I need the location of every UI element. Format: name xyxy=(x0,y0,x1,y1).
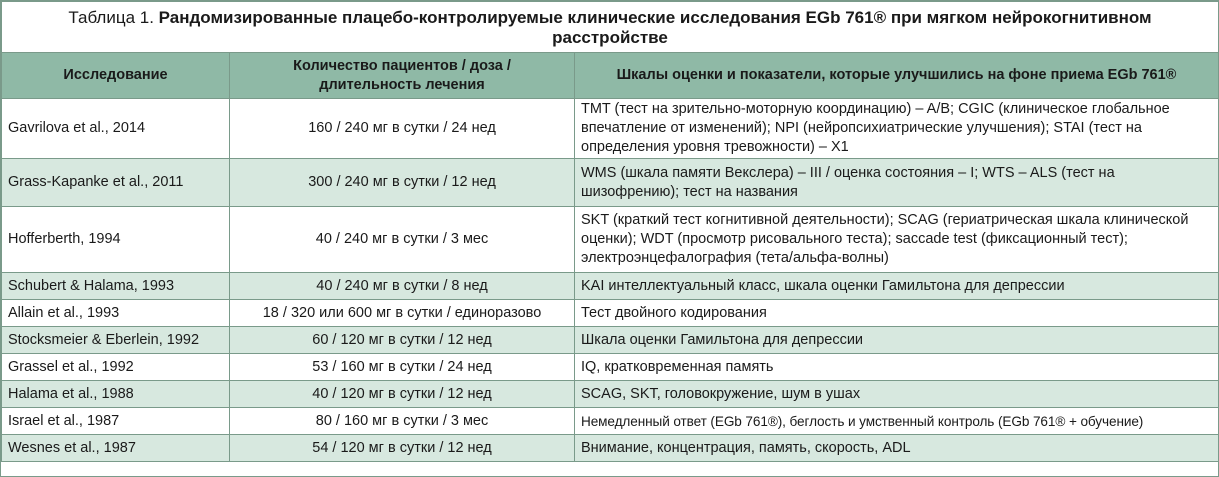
study-cell: Allain et al., 1993 xyxy=(2,300,230,327)
dose-cell: 54 / 120 мг в сутки / 12 нед xyxy=(230,435,575,462)
study-cell: Israel et al., 1987 xyxy=(2,408,230,435)
study-cell: Schubert & Halama, 1993 xyxy=(2,273,230,300)
dose-cell: 53 / 160 мг в сутки / 24 нед xyxy=(230,354,575,381)
scales-cell: KAI интеллектуальный класс, шкала оценки Гамильтона для депрессии xyxy=(575,273,1219,300)
study-cell: Hofferberth, 1994 xyxy=(2,207,230,273)
header-row xyxy=(2,53,1219,99)
scales-cell: SKT (краткий тест когнитивной деятельности); SCAG (гериатрическая шкала клинической оценки); WDT (просмотр рисовального теста); saccade test (фиксационный тест); электроэнцефалография (тета/альфа-волны) xyxy=(575,207,1219,273)
dose-cell: 160 / 240 мг в сутки / 24 нед xyxy=(230,99,575,159)
column-header-scales: Шкалы оценки и показатели, которые улучшились на фоне приема EGb 761® xyxy=(575,53,1219,99)
scales-cell: SCAG, SKT, головокружение, шум в ушах xyxy=(575,381,1219,408)
scales-cell: TMT (тест на зрительно-моторную координацию) – A/B; CGIC (клиническое глобальное впечатление от изменений); NPI (нейропсихиатрические улучшения); STAI (тест на определения уровня тревожности) – X1 xyxy=(575,99,1219,159)
table-row xyxy=(2,354,1219,381)
study-cell: Grass-Kapanke et al., 2011 xyxy=(2,159,230,207)
study-cell: Stocksmeier & Eberlein, 1992 xyxy=(2,327,230,354)
dose-cell: 60 / 120 мг в сутки / 12 нед xyxy=(230,327,575,354)
caption-lead: Таблица 1. xyxy=(68,8,159,27)
table-row xyxy=(2,408,1219,435)
dose-cell: 300 / 240 мг в сутки / 12 нед xyxy=(230,159,575,207)
study-cell: Halama et al., 1988 xyxy=(2,381,230,408)
column-header-study: Исследование xyxy=(2,53,230,99)
table-row xyxy=(2,99,1219,159)
column-header-dose: Количество пациентов / доза / длительность лечения xyxy=(230,53,575,99)
table-row xyxy=(2,159,1219,207)
study-cell: Gavrilova et al., 2014 xyxy=(2,99,230,159)
dose-cell: 40 / 240 мг в сутки / 8 нед xyxy=(230,273,575,300)
table-row xyxy=(2,435,1219,462)
caption-row xyxy=(2,2,1219,53)
data-table xyxy=(1,1,1219,462)
table-caption xyxy=(2,2,1219,53)
study-cell: Grassel et al., 1992 xyxy=(2,354,230,381)
table-row xyxy=(2,207,1219,273)
dose-cell: 40 / 120 мг в сутки / 12 нед xyxy=(230,381,575,408)
dose-cell: 40 / 240 мг в сутки / 3 мес xyxy=(230,207,575,273)
caption-title: Рандомизированные плацебо-контролируемые клинические исследования EGb 761® при мягком нейрокогнитивном расстройстве xyxy=(158,8,1152,47)
scales-cell: IQ, кратковременная память xyxy=(575,354,1219,381)
dose-cell: 18 / 320 или 600 мг в сутки / единоразово xyxy=(230,300,575,327)
scales-cell: Шкала оценки Гамильтона для депрессии xyxy=(575,327,1219,354)
table-row xyxy=(2,327,1219,354)
dose-cell: 80 / 160 мг в сутки / 3 мес xyxy=(230,408,575,435)
study-cell: Wesnes et al., 1987 xyxy=(2,435,230,462)
scales-cell: Внимание, концентрация, память, скорость, ADL xyxy=(575,435,1219,462)
scales-cell: WMS (шкала памяти Векслера) – III / оценка состояния – I; WTS – ALS (тест на шизофрению); тест на названия xyxy=(575,159,1219,207)
table-row xyxy=(2,300,1219,327)
table-row xyxy=(2,273,1219,300)
scales-cell: Немедленный ответ (EGb 761®), беглость и умственный контроль (EGb 761® + обучение) xyxy=(575,408,1219,435)
table-row xyxy=(2,381,1219,408)
scales-cell: Тест двойного кодирования xyxy=(575,300,1219,327)
